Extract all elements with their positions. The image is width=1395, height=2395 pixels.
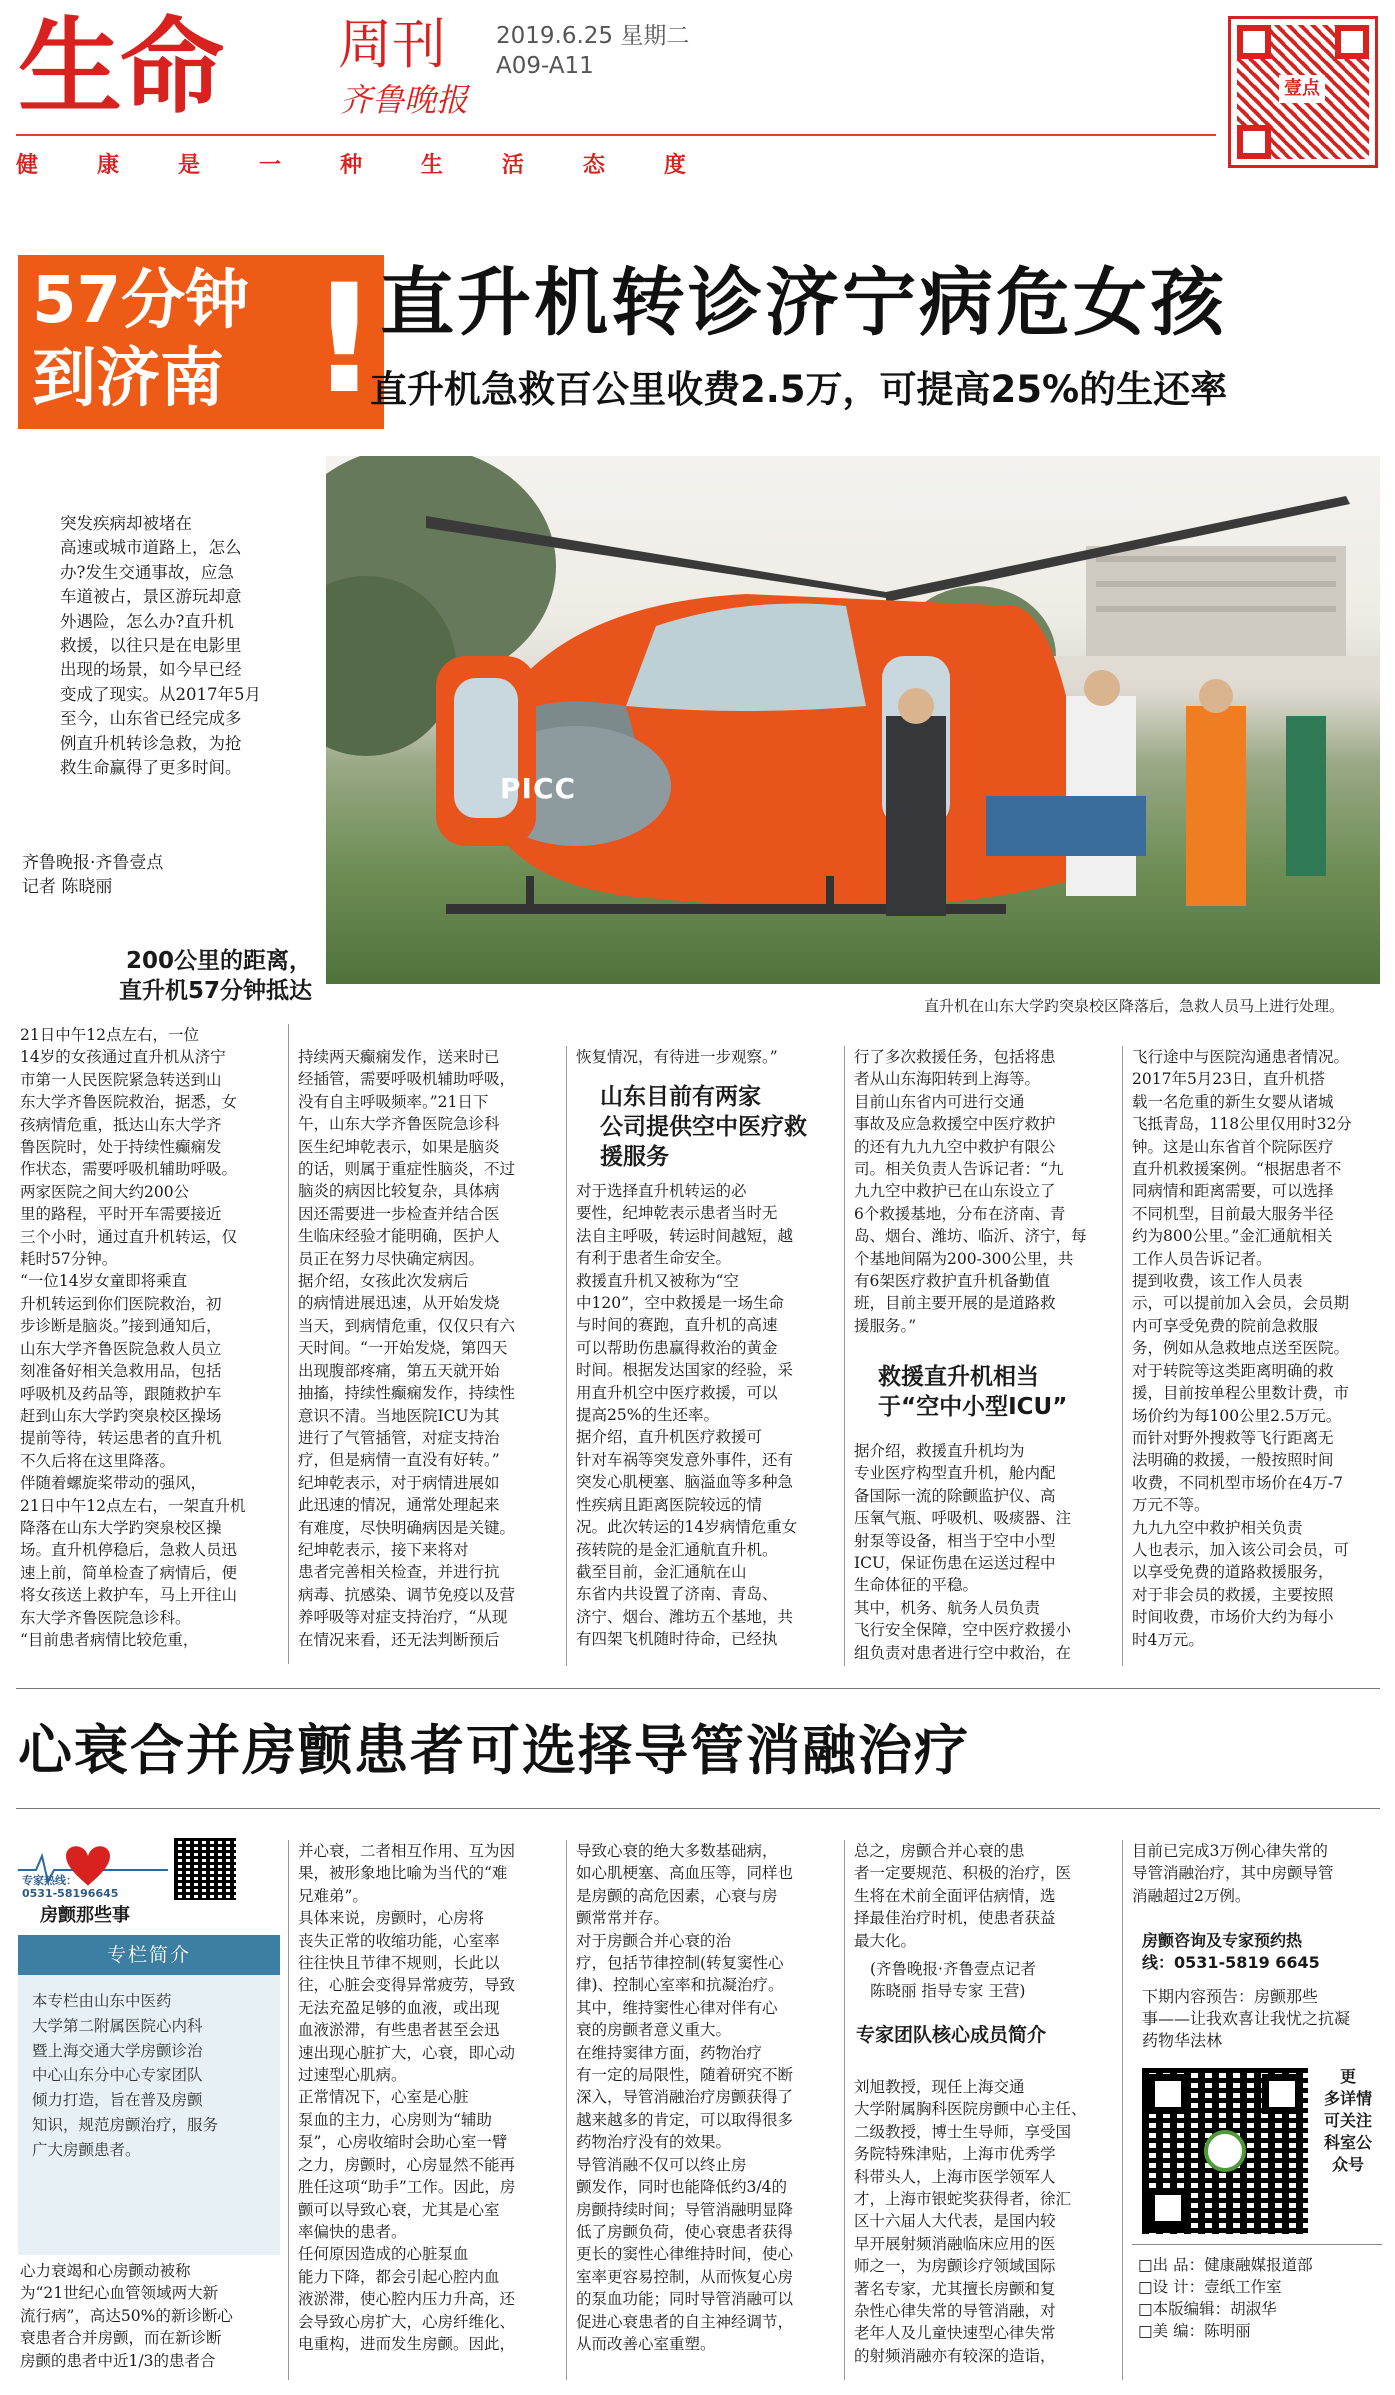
lead-photo <box>326 456 1380 984</box>
second-credit: (齐鲁晚报·齐鲁壹点记者 陈晓丽 指导专家 王营) <box>870 1960 1036 2001</box>
credits-rule <box>1132 2244 1382 2245</box>
column-logo <box>18 1836 248 1926</box>
col-rule <box>844 1046 845 1666</box>
logo-qr-code[interactable] <box>174 1838 236 1900</box>
page-range: A09-A11 <box>496 53 594 79</box>
team-subhead: 专家团队核心成员简介 <box>856 2024 1047 2046</box>
second-col-4a: 总之，房颤合并心衰的患 者一定要规范、积极的治疗，医 生将在术前全面评估病情，选 择最佳治疗时机，使患者获益 最大化。 <box>854 1842 1072 1950</box>
subhead-two-companies: 山东目前有两家 公司提供空中医疗救 援服务 <box>600 1084 807 1170</box>
column-intro-panel <box>18 1935 280 2255</box>
credit-line: □出 品：健康融媒报道部 <box>1138 2256 1313 2274</box>
photo-caption: 直升机在山东大学趵突泉校区降落后，急救人员马上进行处理。 <box>924 997 1345 1015</box>
lead-col-2: 持续两天癫痫发作，送来时已 经插管，需要呼吸机辅助呼吸， 没有自主呼吸频率。”21日下 午，山东大学齐鲁医院急诊科 医生纪坤乾表示，如果是脑炎 的话，则属于重症性脑炎，不过 脑炎的病因比较复杂，具体病 因还需要进一步检查并结合医 生临床经验才能明确，医护人 员正在努力尽快确定病因。 据介绍，女孩此次发病后 的病情进展迅速，从开始发烧 当天，到病情危重，仅仅只有六 天时间。“一开始发烧，第四天 出现腹部疼痛，第五天就开始 抽搐，持续性癫痫发作，持续性 意识不清。当地医院ICU为其 进行了气管插管，对症支持治 疗，但是病情一直没有好转。” 纪坤乾表示，对于病情进展如 此迅速的情况，通常处理起来 有难度，尽快明确病因是关键。 纪坤乾表示，接下来将对 患者完善相关检查，并进行抗 病毒、抗感染、调节免疫以及营 养呼吸等对症支持治疗，“从现 在情况来看，还无法判断预后 <box>298 1048 516 1649</box>
badge-line-1: 57分钟 <box>32 264 250 338</box>
lead-col-4a: 行了多次救援任务，包括将患 者从山东海阳转到上海等。 目前山东省内可进行交通 事故及应急救援空中医疗救护 的还有九九九空中救护有限公 司。相关负责人告诉记者：“九 九九空中救护已在山东设立了 6个救援基地，分布在济南、青 岛、烟台、潍坊、临沂、济宁，每 个基地间隔为200-300公里，共 有6架医疗救护直升机备勤值 班，目前主要开展的是道路救 援服务。” <box>854 1048 1087 1335</box>
col-rule <box>1122 1840 1123 2380</box>
subhead-200km: 200公里的距离， 直升机57分钟抵达 <box>118 948 312 1004</box>
lead-col-1: 21日中午12点左右，一位 14岁的女孩通过直升机从济宁 市第一人民医院紧急转送到山 东大学齐鲁医院救治，据悉，女 孩病情危重，抵达山东大学齐 鲁医院时，处于持续性癫痫发 作状态，需要呼吸机辅助呼吸。 两家医院之间大约200公 里的路程，平时开车需要接近 三个小时，通过直升机转运，仅 耗时57分钟。 “一位14岁女童即将乘直 升机转运到你们医院救治，初 步诊断是脑炎。”接到通知后， 山东大学齐鲁医院急救人员立 刻准备好相关急救用品，包括 呼吸机及药品等，跟随救护车 赶到山东大学趵突泉校区操场 提前等待，转运患者的直升机 不久后将在这里降落。 伴随着螺旋桨带动的强风， 21日中午12点左右，一架直升机 降落在山东大学趵突泉校区操 场。直升机停稳后，急救人员迅 速上前，简单检查了病情后，便 将女孩送上救护车，马上开往山 东大学齐鲁医院急诊科。 “目前患者病情比较危重， <box>20 1026 246 1649</box>
column-intro-text: 本专栏由山东中医药 大学第二附属医院心内科 暨上海交通大学房颤诊治 中心山东分中心专家团队 倾力打造，旨在普及房颤 知识，规范房颤治疗，服务 广大房颤患者。 <box>32 1992 219 2159</box>
lead-reporter: 记者 陈晓丽 <box>22 877 113 897</box>
credit-line: □美 编：陈明丽 <box>1138 2322 1251 2340</box>
col-rule <box>288 1840 289 2380</box>
paper-name: 齐鲁晚报 <box>340 81 469 119</box>
second-col-1: 心力衰竭和心房颤动被称 为“21世纪心血管领域两大新 流行病”，高达50%的新诊断心 衰患者合并房颤，而在新诊断 房颤的患者中近1/3的患者合 <box>20 2262 233 2370</box>
lead-col-3b: 对于选择直升机转运的必 要性，纪坤乾表示患者当时无 法自主呼吸，转运时间越短，越 有利于患者生命安全。 救援直升机又被称为“空 中120”，空中救援是一场生命 与时间的赛跑，直升机的高速 可以帮助伤患赢得救治的黄金 时间。根据发达国家的经验，采 用直升机空中医疗救援，可以 提高25%的生还率。 据介绍，直升机医疗救援可 针对车祸等突发意外事件，还有 突发心肌梗塞、脑溢血等多种急 性疾病且距离医院较远的情 况。此次转运的14岁病情危重女 孩转院的是金汇通航直升机。 截至目前，金汇通航在山 东省内共设置了济南、青岛、 济宁、烟台、潍坊五个基地，共 有四架飞机随时待命，已经执 <box>576 1182 798 1649</box>
col-rule <box>566 1046 567 1666</box>
column-intro-title: 专栏简介 <box>18 1935 280 1975</box>
lead-subtitle: 直升机急救百公里收费2.5万，可提高25%的生还率 <box>370 368 1228 411</box>
credits <box>1138 2254 1383 2342</box>
masthead-rule <box>16 134 1216 136</box>
photo-logo: PICC <box>500 772 577 805</box>
lead-intro: 突发疾病却被堵在 高速或城市道路上，怎么 办?发生交通事故，应急 车道被占，景区游玩却意 外遇险，怎么办?直升机 救援，以往只是在电影里 出现的场景，如今早已经 变成了现实。从2017年5月 至今，山东省已经完成多 例直升机转诊急救，为抢 救生命赢得了更多时间。 <box>60 514 261 778</box>
credit-line: □本版编辑：胡淑华 <box>1138 2300 1277 2318</box>
issue-date: 2019.6.25 星期二 <box>496 23 690 49</box>
subhead-mini-icu: 救援直升机相当 于“空中小型ICU” <box>878 1364 1068 1420</box>
second-col-4b: 刘旭教授，现任上海交通 大学附属胸科医院房颤中心主任、 二级教授，博士生导师，享受国 务院特殊津贴，上海市优秀学 科带头人，上海市医学领军人 才，上海市银蛇奖获得者，徐汇 区十六届人大代表，是国内较 早开展射频消融临床应用的医 师之一，为房颤诊疗领域国际 著名专家，尤其擅长房颤和复 杂性心律失常的导管消融，对 老年人及儿童快速型心律失常 的射频消融亦有较深的造诣， <box>854 2078 1087 2365</box>
lead-source: 齐鲁晚报·齐鲁壹点 <box>22 853 164 873</box>
slogan: 健 康 是 一 种 生 活 态 度 <box>16 153 686 178</box>
lead-badge <box>18 255 384 429</box>
badge-line-2: 到济南 <box>32 342 224 416</box>
qr-note: 更 多详情 可关注 科室公 众号 <box>1323 2067 1372 2174</box>
col-rule <box>288 1024 289 1664</box>
section-rule <box>16 1688 1380 1689</box>
lead-col-3a: 恢复情况，有待进一步观察。” <box>576 1048 778 1066</box>
lead-title: 直升机转诊济宁病危女孩 <box>380 260 1227 346</box>
qr-badge: 壹点 <box>1279 75 1325 103</box>
brand-title: 生命 <box>18 6 223 128</box>
lead-col-5: 飞行途中与医院沟通患者情况。 2017年5月23日，直升机搭 载一名危重的新生女婴从诸城 飞抵青岛，118公里仅用时32分 钟。这是山东省首个院际医疗 直升机救援案例。“根据患者不 同病情和距离需要，可以选择 不同机型，目前最大服务半径 约为800公里。”金汇通航相关 工作人员告诉记者。 提到收费，该工作人员表 示，可以提前加入会员，会员期 内可享受免费的院前急救服 务，例如从急救地点送至医院。 对于转院等这类距离明确的救 援，目前按单程公里数计费，市 场价约为每100公里2.5万元。 而针对野外搜救等飞行距离无 法明确的救援，一般按照时间 收费，不同机型市场价在4万-7 万元不等。 九九九空中救护相关负责 人也表示，加入该公司会员，可 以享受免费的道路救援服务， 对于非会员的救援，主要按照 时间收费，市场价大约为每小 时4万元。 <box>1132 1048 1352 1649</box>
hotline-text: 房颤咨询及专家预约热 线：0531-5819 6645 <box>1142 1931 1320 1972</box>
col-rule <box>566 1840 567 2380</box>
weekly-label: 周刊 <box>338 13 446 76</box>
credit-line: □设 计：壹纸工作室 <box>1138 2278 1282 2296</box>
lead-col-4b: 据介绍，救援直升机均为 专业医疗构型直升机，舱内配 备国际一流的除颤监护仪、高 压氧气瓶、呼吸机、吸痰器、注 射泵等设备，相当于空中小型 ICU，保证伤患在运送过程中 生命体征的平稳。 其中，机务、航务人员负责 飞行安全保障，空中医疗救援小 组负责对患者进行空中救治，在 <box>854 1442 1072 1662</box>
logo-name: 房颤那些事 <box>40 1905 130 1926</box>
masthead <box>0 0 1395 185</box>
second-col-2: 并心衰，二者相互作用、互为因 果，被形象地比喻为当代的“难 兄难弟”。 具体来说，房颤时，心房将 丧失正常的收缩功能，心室率 往往快且节律不规则，长此以 往，心脏会变得异常疲劳，导致 无法充盈足够的血液，或出现 血液淤滞，有些患者甚至会迅 速出现心脏扩大，心衰，即心动 过速型心肌病。 正常情况下，心室是心脏 泵血的主力，心房则为“辅助 泵”，心房收缩时会助心室一臂 之力，房颤时，心房显然不能再 胜任这项“助手”工作。因此，房 颤可以导致心衰，尤其是心室 率偏快的患者。 任何原因造成的心脏泵血 能力下降，都会引起心腔内血 液淤滞，使心腔内压力升高，还 会导致心房扩大，心房纤维化、 电重构，进而发生房颤。因此， <box>298 1842 516 2353</box>
section-rule <box>16 1808 1380 1809</box>
col-rule <box>844 1840 845 2380</box>
second-col-3: 导致心衰的绝大多数基础病， 如心肌梗塞、高血压等，同样也 是房颤的高危因素，心衰与房 颤常常并存。 对于房颤合并心衰的治 疗，包括节律控制(转复窦性心 律)、控制心室率和抗凝治疗。 其中，维持窦性心律对伴有心 衰的房颤者意义重大。 在维持窦律方面，药物治疗 有一定的局限性，随着研究不断 深入，导管消融治疗房颤获得了 越来越多的肯定，可以取得很多 药物治疗没有的效果。 导管消融不仅可以终止房 颤发作，同时也能降低约3/4的 房颤持续时间；导管消融明显降 低了房颤负荷，使心衰患者获得 更长的窦性心律维持时间，使心 室率更容易控制，从而恢复心房 的泵血功能；同时导管消融可以 促进心衰患者的自主神经调节， 从而改善心室重塑。 <box>576 1842 794 2353</box>
col-rule <box>1122 1046 1123 1666</box>
next-issue-preview: 下期内容预告：房颤那些 事——让我欢喜让我忧之抗凝 药物华法林 <box>1142 1987 1351 2050</box>
helicopter-scene <box>326 456 1380 984</box>
masthead-qr-code[interactable] <box>1228 16 1378 168</box>
second-title: 心衰合并房颤患者可选择导管消融治疗 <box>18 1719 970 1782</box>
badge-exclaim: ! <box>310 253 379 427</box>
department-qr-code[interactable] <box>1142 2068 1308 2234</box>
logo-hotline: 专家热线： 0531-58196645 <box>22 1874 119 1900</box>
second-col-5a: 目前已完成3万例心律失常的 导管消融治疗，其中房颤导管 消融超过2万例。 <box>1132 1842 1334 1905</box>
